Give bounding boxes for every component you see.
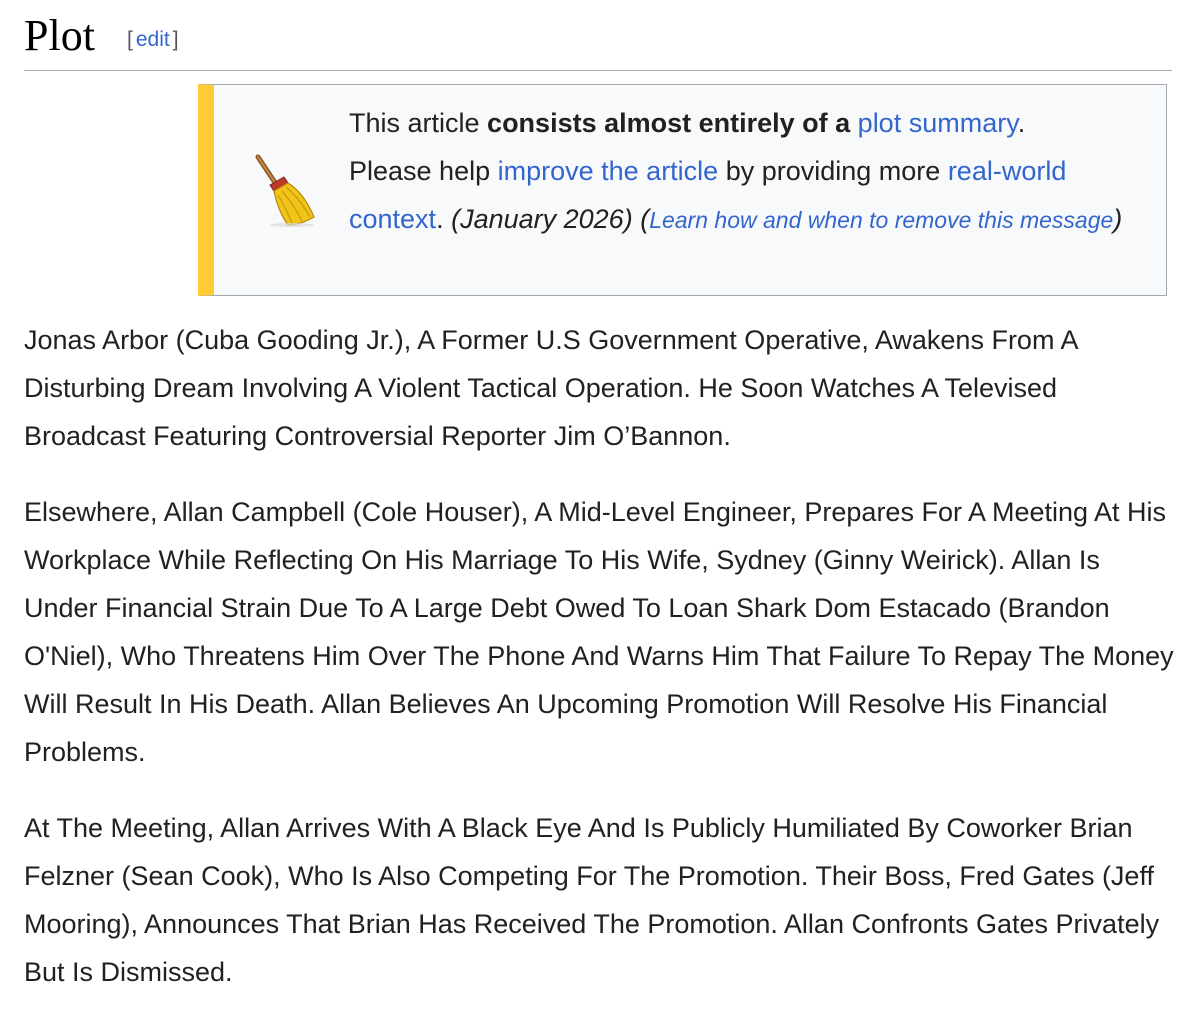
plot-paragraph: Elsewhere, Allan Campbell (Cole Houser), A Mid-Level Engineer, Prepares For A Meeting At His Workplace While Reflecting On His Marriage To His Wife, Sydney (Ginny Weirick). Allan Is Under Financial Strain Due To A Large Debt Owed To Loan Shark Dom Estacado (Brandon O'Niel), Who Threatens Him Over The Phone And Warns Him That Failure To Repay The Money Will Result In His Death. Allan Believes An Upcoming Promotion Will Resolve His Financial Problems. — [24, 497, 1174, 767]
notice-text-7: ) — [1113, 204, 1123, 234]
section-heading — [24, 8, 1172, 71]
plot-content — [24, 316, 1179, 1024]
learn-remove-link[interactable]: Learn how and when to remove this message — [649, 207, 1114, 233]
edit-bracket-close: ] — [172, 28, 179, 51]
notice-text-6: ( — [632, 204, 650, 234]
plot-summary-link[interactable]: plot summary — [857, 108, 1018, 138]
broom-icon — [248, 151, 320, 227]
real-world-context-link[interactable]: real-world context — [349, 156, 1067, 234]
edit-section — [127, 26, 179, 54]
notice-text-3: Please help — [349, 156, 498, 186]
notice-text-5: . — [436, 204, 452, 234]
notice-date: (January 2026) — [451, 204, 633, 234]
notice-text-1: This article — [349, 108, 488, 138]
section-title: Plot — [24, 11, 95, 60]
notice-text — [349, 99, 1149, 244]
notice-bold-text: consists almost entirely of a — [487, 108, 858, 138]
notice-text-2: . — [1017, 108, 1026, 138]
plot-paragraph: Jonas Arbor (Cuba Gooding Jr.), A Former U.S Government Operative, Awakens From A Disturbing Dream Involving A Violent Tactical Operation. He Soon Watches A Televised Broadcast Featuring Controversial Reporter Jim O’Bannon. — [24, 325, 1077, 451]
notice-text-4: by providing more — [718, 156, 948, 186]
edit-link[interactable]: edit — [135, 28, 170, 51]
plot-paragraph: At The Meeting, Allan Arrives With A Black Eye And Is Publicly Humiliated By Coworker Brian Felzner (Sean Cook), Who Is Also Competing For The Promotion. Their Boss, Fred Gates (Jeff Mooring), Announces That Brian Has Received The Promotion. Allan Confronts Gates Privately But Is Dismissed. — [24, 813, 1160, 987]
plot-summary-notice — [198, 84, 1167, 296]
edit-bracket-open: [ — [127, 28, 133, 51]
improve-article-link[interactable]: improve the article — [497, 156, 719, 186]
